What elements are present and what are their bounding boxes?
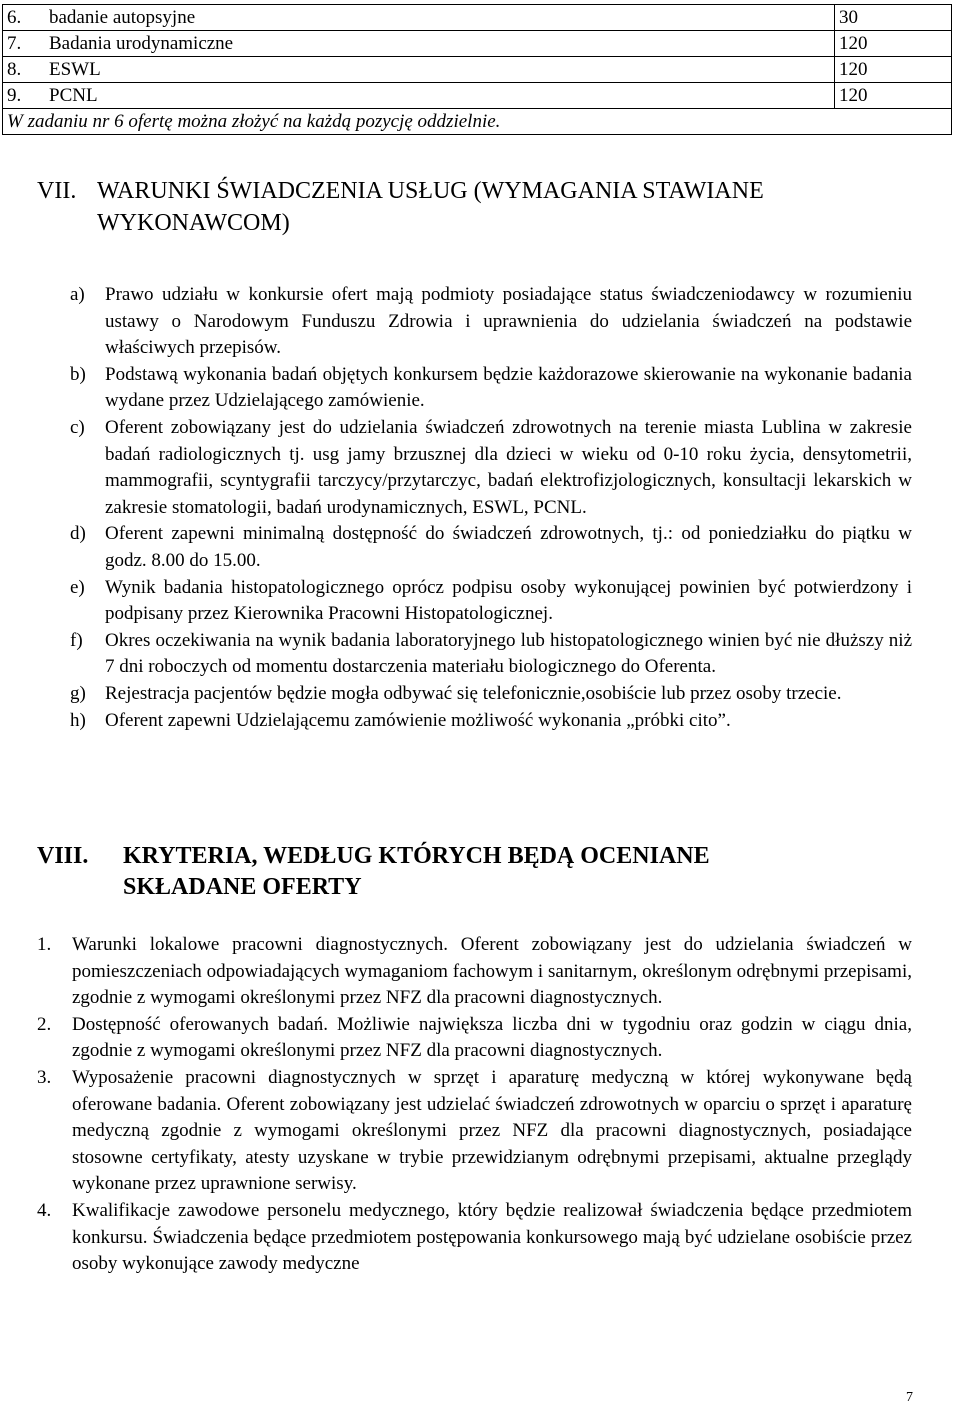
item-label: c) <box>70 416 85 438</box>
list-item <box>70 362 912 415</box>
list-item <box>37 1198 912 1278</box>
row-value: 120 <box>835 83 952 109</box>
table-row <box>3 5 952 31</box>
page-number: 7 <box>906 1390 913 1405</box>
item-label: a) <box>70 284 85 305</box>
row-value: 30 <box>835 5 952 31</box>
item-text: Kwalifikacje zawodowe personelu medycznego, który będzie realizował świadczenia będące przedmiotem konkursu. Świadczenia będące przedmiotem postępowania konkursowego mają być udzielane osobiście przez osoby wykonujące zawody medyczne <box>72 1199 912 1275</box>
list-item <box>70 521 912 574</box>
criteria-list <box>37 932 912 1278</box>
table-note: W zadaniu nr 6 ofertę można złożyć na każdą pozycję oddzielnie. <box>3 109 952 135</box>
item-label: b) <box>70 363 86 385</box>
item-label: 3. <box>37 1066 52 1088</box>
section-8-number: VIII. <box>37 843 89 869</box>
item-text: Wyposażenie pracowni diagnostycznych w sprzęt i aparaturę medyczną w której wykonywane będą oferowane badania. Oferent zobowiązany jest udzielać świadczeń zdrowotnych w oparciu o sprzęt i aparaturę medyczną zgodnie z wymogami określonymi przez NFZ dla pracowni diagnostycznych, posiadające stosowne certyfikaty, atesty uzyskane w trybie przewidzianym odrębnymi przepisami, aktualne przeglądy wykonane przez uprawnione serwisy. <box>72 1066 912 1195</box>
item-label: e) <box>70 576 85 598</box>
list-item <box>37 1012 912 1065</box>
section-8-title-line1: KRYTERIA, WEDŁUG KTÓRYCH BĘDĄ OCENIANE <box>123 843 710 869</box>
row-value: 120 <box>835 31 952 57</box>
item-text: Prawo udziału w konkursie ofert mają podmioty posiadające status świadczeniodawcy w rozumieniu ustawy o Narodowym Funduszu Zdrowia i uprawnienia do udzielania świadczeń na podstawie właściwych przepisów. <box>105 284 912 359</box>
item-text: Podstawą wykonania badań objętych konkursem będzie każdorazowe skierowanie na wykonanie badania wydane przez Udzielającego zamówienie. <box>105 363 912 412</box>
table-row <box>3 57 952 83</box>
item-text: Dostępność oferowanych badań. Możliwie największa liczba dni w tygodniu oraz godzin w ciągu dnia, zgodnie z wymogami określonymi przez NFZ dla pracowni diagnostycznych. <box>72 1013 912 1062</box>
row-number: 6. <box>3 5 46 31</box>
row-number: 7. <box>3 31 46 57</box>
section-7-title-line1: WARUNKI ŚWIADCZENIA USŁUG (WYMAGANIA STAWIANE <box>97 178 764 204</box>
section-7-number: VII. <box>37 178 77 204</box>
section-8-heading <box>37 841 937 903</box>
item-label: g) <box>70 682 86 704</box>
section-8-title-line2: SKŁADANE OFERTY <box>123 874 362 900</box>
list-item <box>37 932 912 1012</box>
item-text: Rejestracja pacjentów będzie mogła odbywać się telefonicznie,osobiście lub przez osoby trzecie. <box>105 682 842 704</box>
item-label: d) <box>70 523 86 545</box>
services-table <box>2 4 952 135</box>
section-7-title-line2: WYKONAWCOM) <box>97 210 290 236</box>
item-label: h) <box>70 709 86 731</box>
item-text: Okres oczekiwania na wynik badania laboratoryjnego lub histopatologicznego winien być nie dłuższy niż 7 dni roboczych od momentu dostarczenia materiału biologicznego do Oferenta. <box>105 629 912 678</box>
row-name: badanie autopsyjne <box>45 5 835 31</box>
table-note-row <box>3 109 952 135</box>
item-label: 4. <box>37 1199 52 1221</box>
row-number: 8. <box>3 57 46 83</box>
item-label: 2. <box>37 1013 52 1035</box>
row-number: 9. <box>3 83 46 109</box>
list-item <box>70 575 912 628</box>
item-text: Wynik badania histopatologicznego oprócz podpisu osoby wykonującej powinien być potwierdzony i podpisany przez Kierownika Pracowni Histopatologicznej. <box>105 576 912 625</box>
row-name: PCNL <box>45 83 835 109</box>
row-name: Badania urodynamiczne <box>45 31 835 57</box>
item-label: 1. <box>37 934 52 955</box>
item-text: Oferent zapewni minimalną dostępność do świadczeń zdrowotnych, tj.: od poniedziałku do piątku w godz. 8.00 do 15.00. <box>105 523 912 571</box>
list-item <box>70 415 912 521</box>
row-name: ESWL <box>45 57 835 83</box>
list-item <box>70 282 912 362</box>
item-text: Warunki lokalowe pracowni diagnostycznych. Oferent zobowiązany jest do udzielania świadczeń w pomieszczeniach odpowiadających wymaganiom fachowym i sanitarnym, określonym odrębnymi przepisami, zgodnie z wymogami określonymi przez NFZ dla pracowni diagnostycznych. <box>72 934 912 1009</box>
item-text: Oferent zobowiązany jest do udzielania świadczeń zdrowotnych na terenie miasta Lublina w zakresie badań radiologicznych tj. usg jamy brzusznej dla dzieci w wieku od 0-10 roku życia, densytometrii, mammografii, scyntygrafii tarczycy/przytarczyc, badań elektrofizjologicznych, konsultacji lekarskich w zakresie stomatologii, badań urodynamicznych, ESWL, PCNL. <box>105 416 912 518</box>
table-row <box>3 31 952 57</box>
item-label: f) <box>70 629 83 651</box>
list-item <box>70 681 912 708</box>
row-value: 120 <box>835 57 952 83</box>
list-item <box>37 1065 912 1198</box>
table-row <box>3 83 952 109</box>
section-7-heading <box>37 175 937 239</box>
item-text: Oferent zapewni Udzielającemu zamówienie możliwość wykonania „próbki cito”. <box>105 709 731 731</box>
list-item <box>70 628 912 681</box>
list-item <box>70 708 912 735</box>
conditions-list <box>70 282 912 734</box>
